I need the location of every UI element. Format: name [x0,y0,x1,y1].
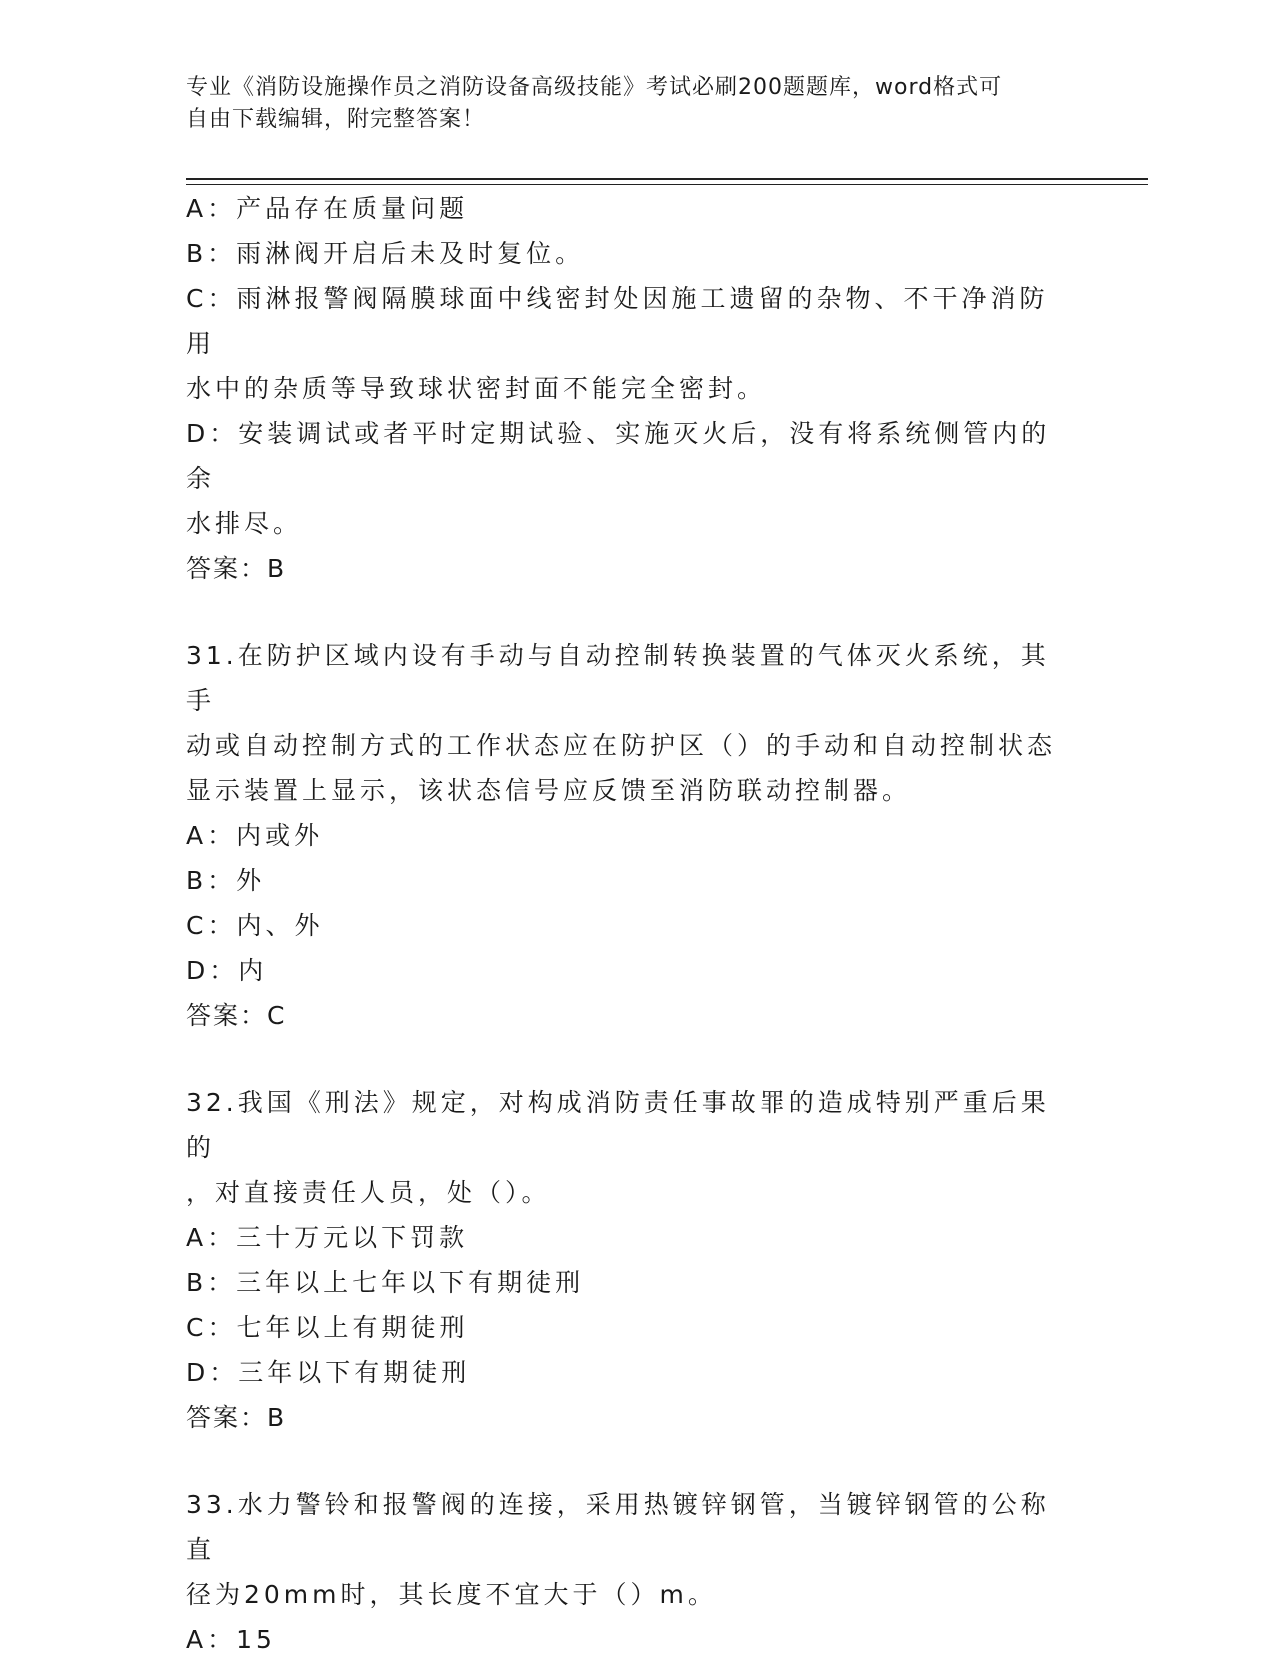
document-header [186,72,1086,136]
document-body [186,186,1066,1662]
option-a: A：产品存在质量问题 [186,194,469,223]
question-block-31 [186,633,1066,1038]
question-block-32 [186,1080,1066,1440]
option-d-continued: 水排尽。 [186,509,303,538]
header-divider-thin [186,184,1148,185]
option-a: A：15 [186,1625,276,1654]
answer: 答案：B [186,1403,287,1432]
option-a: A：三十万元以下罚款 [186,1223,469,1252]
header-line-1: 专业《消防设施操作员之消防设备高级技能》考试必刷200题题库，word格式可 [186,75,1003,100]
option-d: D：三年以下有期徒刑 [186,1358,471,1387]
question-stem: 31.在防护区域内设有手动与自动控制转换装置的气体灭火系统，其手 [186,641,1050,715]
question-stem: ，对直接责任人员，处（）。 [186,1178,551,1207]
question-block-33 [186,1482,1066,1662]
option-b: B：外 [186,866,266,895]
option-d: D：安装调试或者平时定期试验、实施灭火后，没有将系统侧管内的余 [186,419,1051,493]
answer: 答案：C [186,1001,287,1030]
question-stem: 动或自动控制方式的工作状态应在防护区（）的手动和自动控制状态 [186,731,1057,760]
question-stem: 显示装置上显示，该状态信号应反馈至消防联动控制器。 [186,776,912,805]
option-a: A：内或外 [186,821,324,850]
option-c: C：雨淋报警阀隔膜球面中线密封处因施工遗留的杂物、不干净消防用 [186,284,1049,358]
question-stem: 32.我国《刑法》规定，对构成消防责任事故罪的造成特别严重后果的 [186,1088,1050,1162]
question-stem: 径为20mm时，其长度不宜大于（）m。 [186,1580,717,1609]
option-c-continued: 水中的杂质等导致球状密封面不能完全密封。 [186,374,767,403]
header-line-2: 自由下载编辑，附完整答案！ [186,107,486,132]
option-c: C：七年以上有期徒刑 [186,1313,469,1342]
option-c: C：内、外 [186,911,324,940]
option-d: D：内 [186,956,268,985]
answer: 答案：B [186,554,287,583]
header-divider-thick [186,178,1148,180]
option-b: B：三年以上七年以下有期徒刑 [186,1268,585,1297]
question-block-30 [186,186,1066,591]
question-stem: 33.水力警铃和报警阀的连接，采用热镀锌钢管，当镀锌钢管的公称直 [186,1490,1050,1564]
option-b: B：雨淋阀开启后未及时复位。 [186,239,585,268]
